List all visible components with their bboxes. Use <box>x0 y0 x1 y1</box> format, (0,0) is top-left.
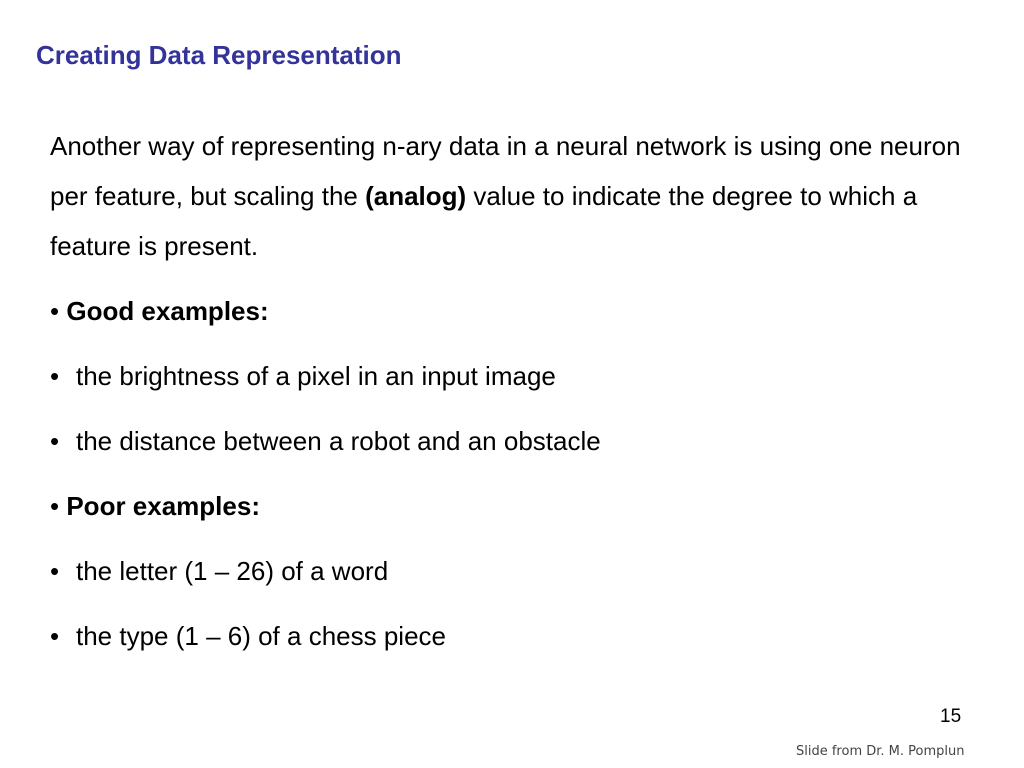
slide-title: Creating Data Representation <box>36 40 402 70</box>
list-item-text: the letter (1 – 26) of a word <box>76 556 389 586</box>
list-item-text: the distance between a robot and an obstacle <box>76 426 601 456</box>
intro-text-after: value to indicate the degree to which a feature is present. <box>50 181 918 261</box>
intro-bold-term: (analog) <box>365 181 467 211</box>
list-item-text: the type (1 – 6) of a chess piece <box>76 621 446 651</box>
bullet-icon: • <box>50 621 60 651</box>
list-item <box>50 421 601 461</box>
intro-paragraph <box>50 121 990 271</box>
poor-examples-label: Poor examples: <box>66 491 260 521</box>
poor-examples-heading <box>50 486 260 526</box>
bullet-icon: • <box>50 491 60 521</box>
bullet-icon: • <box>50 361 60 391</box>
bullet-icon: • <box>50 296 60 326</box>
list-item <box>50 616 446 656</box>
intro-text-before: Another way of representing n-ary data in a neural network is using one neuron per feature, but scaling the <box>50 131 961 211</box>
slide-credit: Slide from Dr. M. Pomplun <box>796 744 965 759</box>
good-examples-heading <box>50 291 269 331</box>
list-item <box>50 551 388 591</box>
page-number: 15 <box>940 706 962 727</box>
list-item-text: the brightness of a pixel in an input image <box>76 361 556 391</box>
list-item <box>50 356 556 396</box>
bullet-icon: • <box>50 556 60 586</box>
good-examples-label: Good examples: <box>66 296 269 326</box>
bullet-icon: • <box>50 426 60 456</box>
